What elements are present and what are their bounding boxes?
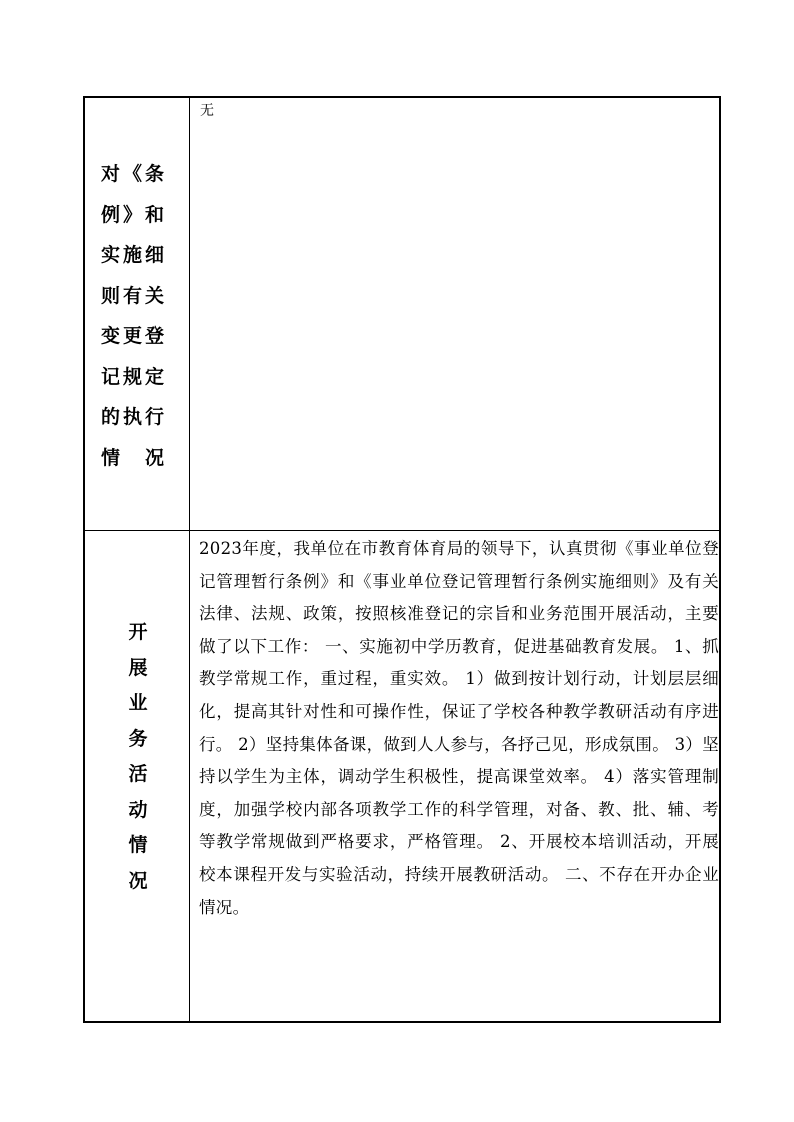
table-row (85, 98, 719, 531)
business-activities-content: 2023年度，我单位在市教育体育局的领导下，认真贯彻《事业单位登记管理暂行条例》和《事业单位登记管理暂行条例实施细则》及有关法律、法规、政策，按照核准登记的宗旨和业务范围开展活动，主要做了以下工作： 一、实施初中学历教育，促进基础教育发展。 1、抓教学常规工作，重过程，重实效。 1）做到按计划行动，计划层层细化，提高其针对性和可操作性，保证了学校各种教学教研活动有序进行。 2）坚持集体备课，做到人人参与，各抒己见，形成氛围。 3）坚持以学生为主体，调动学生积极性，提高课堂效率。 4）落实管理制度，加强学校内部各项教学工作的科学管理，对备、教、批、辅、考等教学常规做到严格要求，严格管理。 2、开展校本培训活动，开展校本课程开发与实验活动，持续开展教研活动。 二、不存在开办企业情况。 (199, 539, 719, 917)
content-cell (190, 531, 719, 1021)
label-line: 实施细 (101, 244, 168, 266)
label-char: 况 (144, 446, 167, 469)
business-activities-label (123, 615, 153, 899)
label-line: 记规定 (101, 365, 168, 388)
table-row (85, 531, 719, 1021)
label-cell (85, 98, 189, 530)
label-char: 况 (128, 869, 148, 892)
label-line: 则有关 (101, 284, 168, 307)
label-char: 业 (128, 692, 148, 714)
label-char: 情 (101, 446, 124, 469)
content-cell (190, 98, 719, 530)
report-table (83, 96, 721, 1023)
label-line: 例》和 (101, 203, 168, 226)
label-line: 对《条 (101, 163, 168, 185)
label-char: 开 (128, 621, 148, 643)
label-char: 展 (128, 656, 148, 679)
label-line: 变更登 (101, 325, 168, 347)
label-char: 情 (128, 834, 148, 856)
label-line: 的执行 (101, 406, 168, 428)
regulation-execution-label (101, 154, 175, 478)
regulation-execution-content: 无 (200, 103, 214, 119)
label-char: 务 (128, 727, 148, 750)
label-line-last (101, 438, 167, 479)
label-cell (85, 531, 189, 1021)
label-char: 活 (128, 763, 148, 785)
label-char: 动 (128, 798, 148, 821)
